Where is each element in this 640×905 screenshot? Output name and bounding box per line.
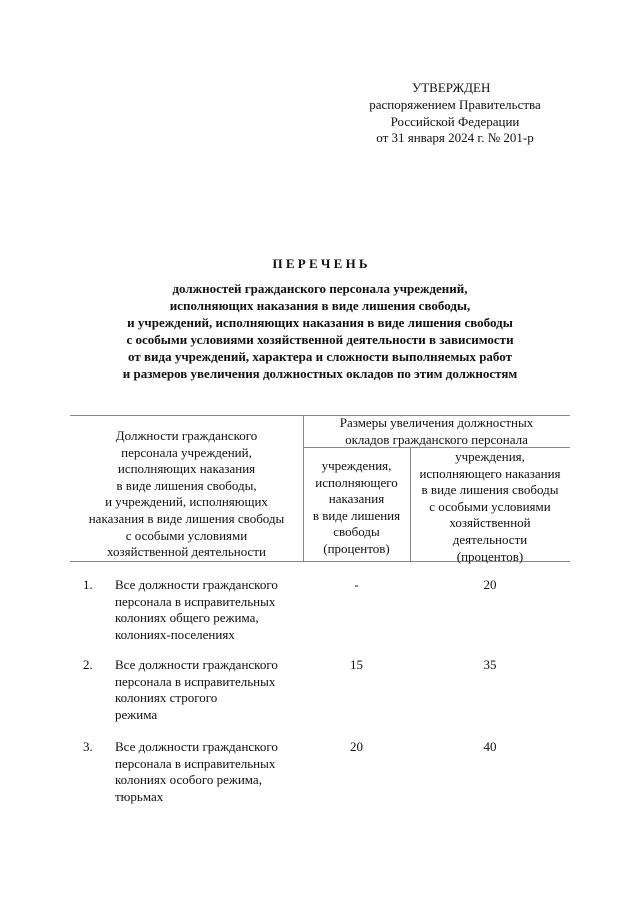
approval-title: УТВЕРЖДЕН — [412, 80, 491, 95]
row-number: 2. — [83, 657, 93, 672]
row-text: Все должности гражданского персонала в исправительных колониях особого режима, тюрьмах — [115, 739, 278, 804]
row-number: 3. — [83, 739, 93, 754]
approval-details: распоряжением Правительства Российской Федерации от 31 января 2024 г. № 201-р — [369, 97, 541, 146]
row-regular: - — [354, 577, 359, 592]
header-special: учреждения, исполняющего наказания в виде лишения свободы с особыми условиями хозяйственной деятельности (процентов) — [419, 449, 561, 564]
row-special: 35 — [483, 657, 497, 672]
row-text: Все должности гражданского персонала в исправительных колониях общего режима, колониях-поселениях — [115, 577, 278, 642]
document-subtitle: должностей гражданского персонала учреждений, исполняющих наказания в виде лишения свободы, и учреждений, исполняющих наказания в виде лишения свободы с особыми условиями хозяйственной деятельности в зависимости от вида учреждений, характера и сложности выполняемых работ и размеров увеличения должностных окладов по этим должностям — [122, 281, 518, 381]
document-title: П Е Р Е Ч Е Н Ь — [272, 256, 368, 271]
row-text: Все должности гражданского персонала в исправительных колониях строгого режима — [115, 657, 278, 722]
row-regular: 15 — [350, 657, 363, 672]
header-positions: Должности гражданского персонала учреждений, исполняющих наказания в виде лишения свободы, и учреждений, исполняющих наказания в виде лишения свободы с особыми условиями хозяйственной деятельности — [88, 428, 285, 560]
row-number: 1. — [83, 577, 93, 592]
header-increase-group: Размеры увеличения должностных окладов гражданского персонала — [339, 415, 534, 447]
row-special: 40 — [483, 739, 497, 754]
row-regular: 20 — [350, 739, 363, 754]
header-regular: учреждения, исполняющего наказания в виде лишения свободы (процентов) — [312, 458, 401, 556]
row-special: 20 — [483, 577, 497, 592]
